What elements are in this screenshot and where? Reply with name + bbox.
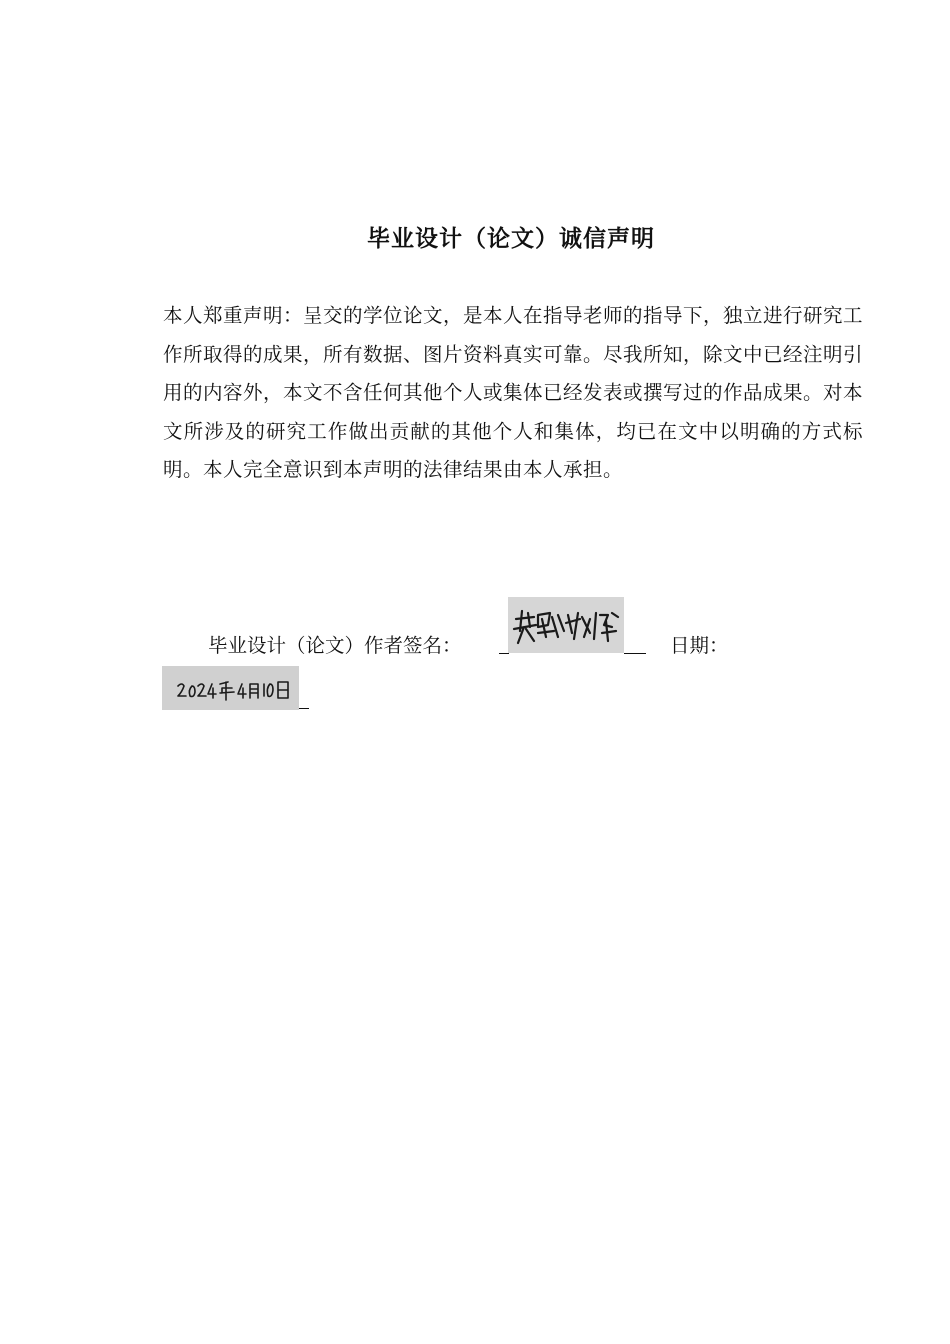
declaration-paragraph: 本人郑重声明：呈交的学位论文，是本人在指导老师的指导下，独立进行研究工作所取得的成果，所有数据、图片资料真实可靠。尽我所知，除文中已经注明引用的内容外，本文不含任何其他个人或集体已经发表或撰写过的作品成果。对本文所涉及的研究工作做出贡献的其他个人和集体，均已在文中以明确的方式标明。本人完全意识到本声明的法律结果由本人承担。 xyxy=(163,304,864,481)
date-underline xyxy=(299,708,309,709)
handwritten-date xyxy=(162,666,299,710)
date-label: 日期： xyxy=(670,634,729,657)
page-title: 毕业设计（论文）诚信声明 xyxy=(367,226,655,252)
signature-label: 毕业设计（论文）作者签名： xyxy=(208,634,462,657)
signature-underline-left xyxy=(499,653,509,654)
handwritten-date-image xyxy=(162,666,299,710)
handwritten-signature xyxy=(508,597,624,653)
handwritten-signature-image xyxy=(508,597,624,653)
signature-underline-right xyxy=(624,653,646,654)
